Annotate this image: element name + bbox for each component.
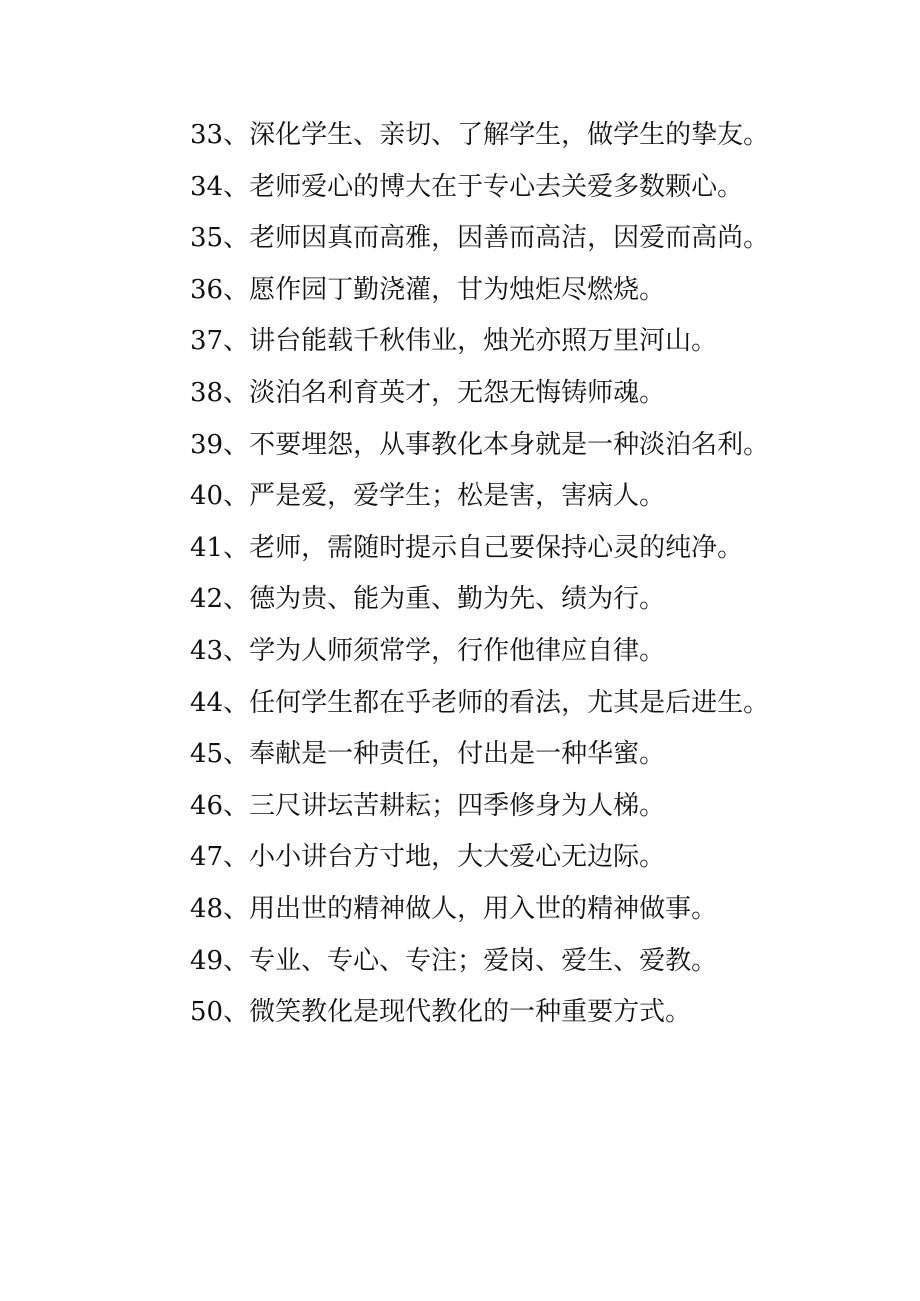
paragraph-33: 33、深化学生、亲切、了解学生，做学生的挚友。 (190, 120, 770, 150)
paragraph-47: 47、小小讲台方寸地，大大爱心无边际。 (190, 842, 666, 873)
paragraph-41: 41、老师，需随时提示自己要保持心灵的纯净。 (190, 532, 744, 563)
paragraph-40: 40、严是爱，爱学生；松是害，害病人。 (190, 481, 666, 512)
paragraph-48: 48、用出世的精神做人，用入世的精神做事。 (190, 893, 718, 924)
paragraph-35: 35、老师因真而高雅，因善而高洁，因爱而高尚。 (190, 223, 770, 254)
paragraph-34: 34、老师爱心的博大在于专心去关爱多数颗心。 (190, 171, 744, 202)
paragraph-46: 46、三尺讲坛苦耕耘；四季修身为人梯。 (190, 790, 666, 821)
paragraph-36: 36、愿作园丁勤浇灌，甘为烛炬尽燃烧。 (190, 274, 666, 305)
paragraph-49: 49、专业、专心、专注；爱岗、爱生、爱教。 (190, 945, 718, 976)
paragraph-43: 43、学为人师须常学，行作他律应自律。 (190, 635, 666, 666)
paragraph-50: 50、微笑教化是现代教化的一种重要方式。 (190, 997, 692, 1028)
paragraph-37: 37、讲台能载千秋伟业，烛光亦照万里河山。 (190, 326, 718, 357)
paragraph-45: 45、奉献是一种责任，付出是一种华蜜。 (190, 739, 666, 770)
paragraph-38: 38、淡泊名利育英才，无怨无悔铸师魂。 (190, 377, 666, 408)
paragraph-39: 39、不要埋怨，从事教化本身就是一种淡泊名利。 (190, 429, 770, 460)
paragraph-42: 42、德为贵、能为重、勤为先、绩为行。 (190, 584, 666, 615)
paragraph-44: 44、任何学生都在乎老师的看法，尤其是后进生。 (190, 687, 770, 718)
document-body (138, 113, 778, 1042)
